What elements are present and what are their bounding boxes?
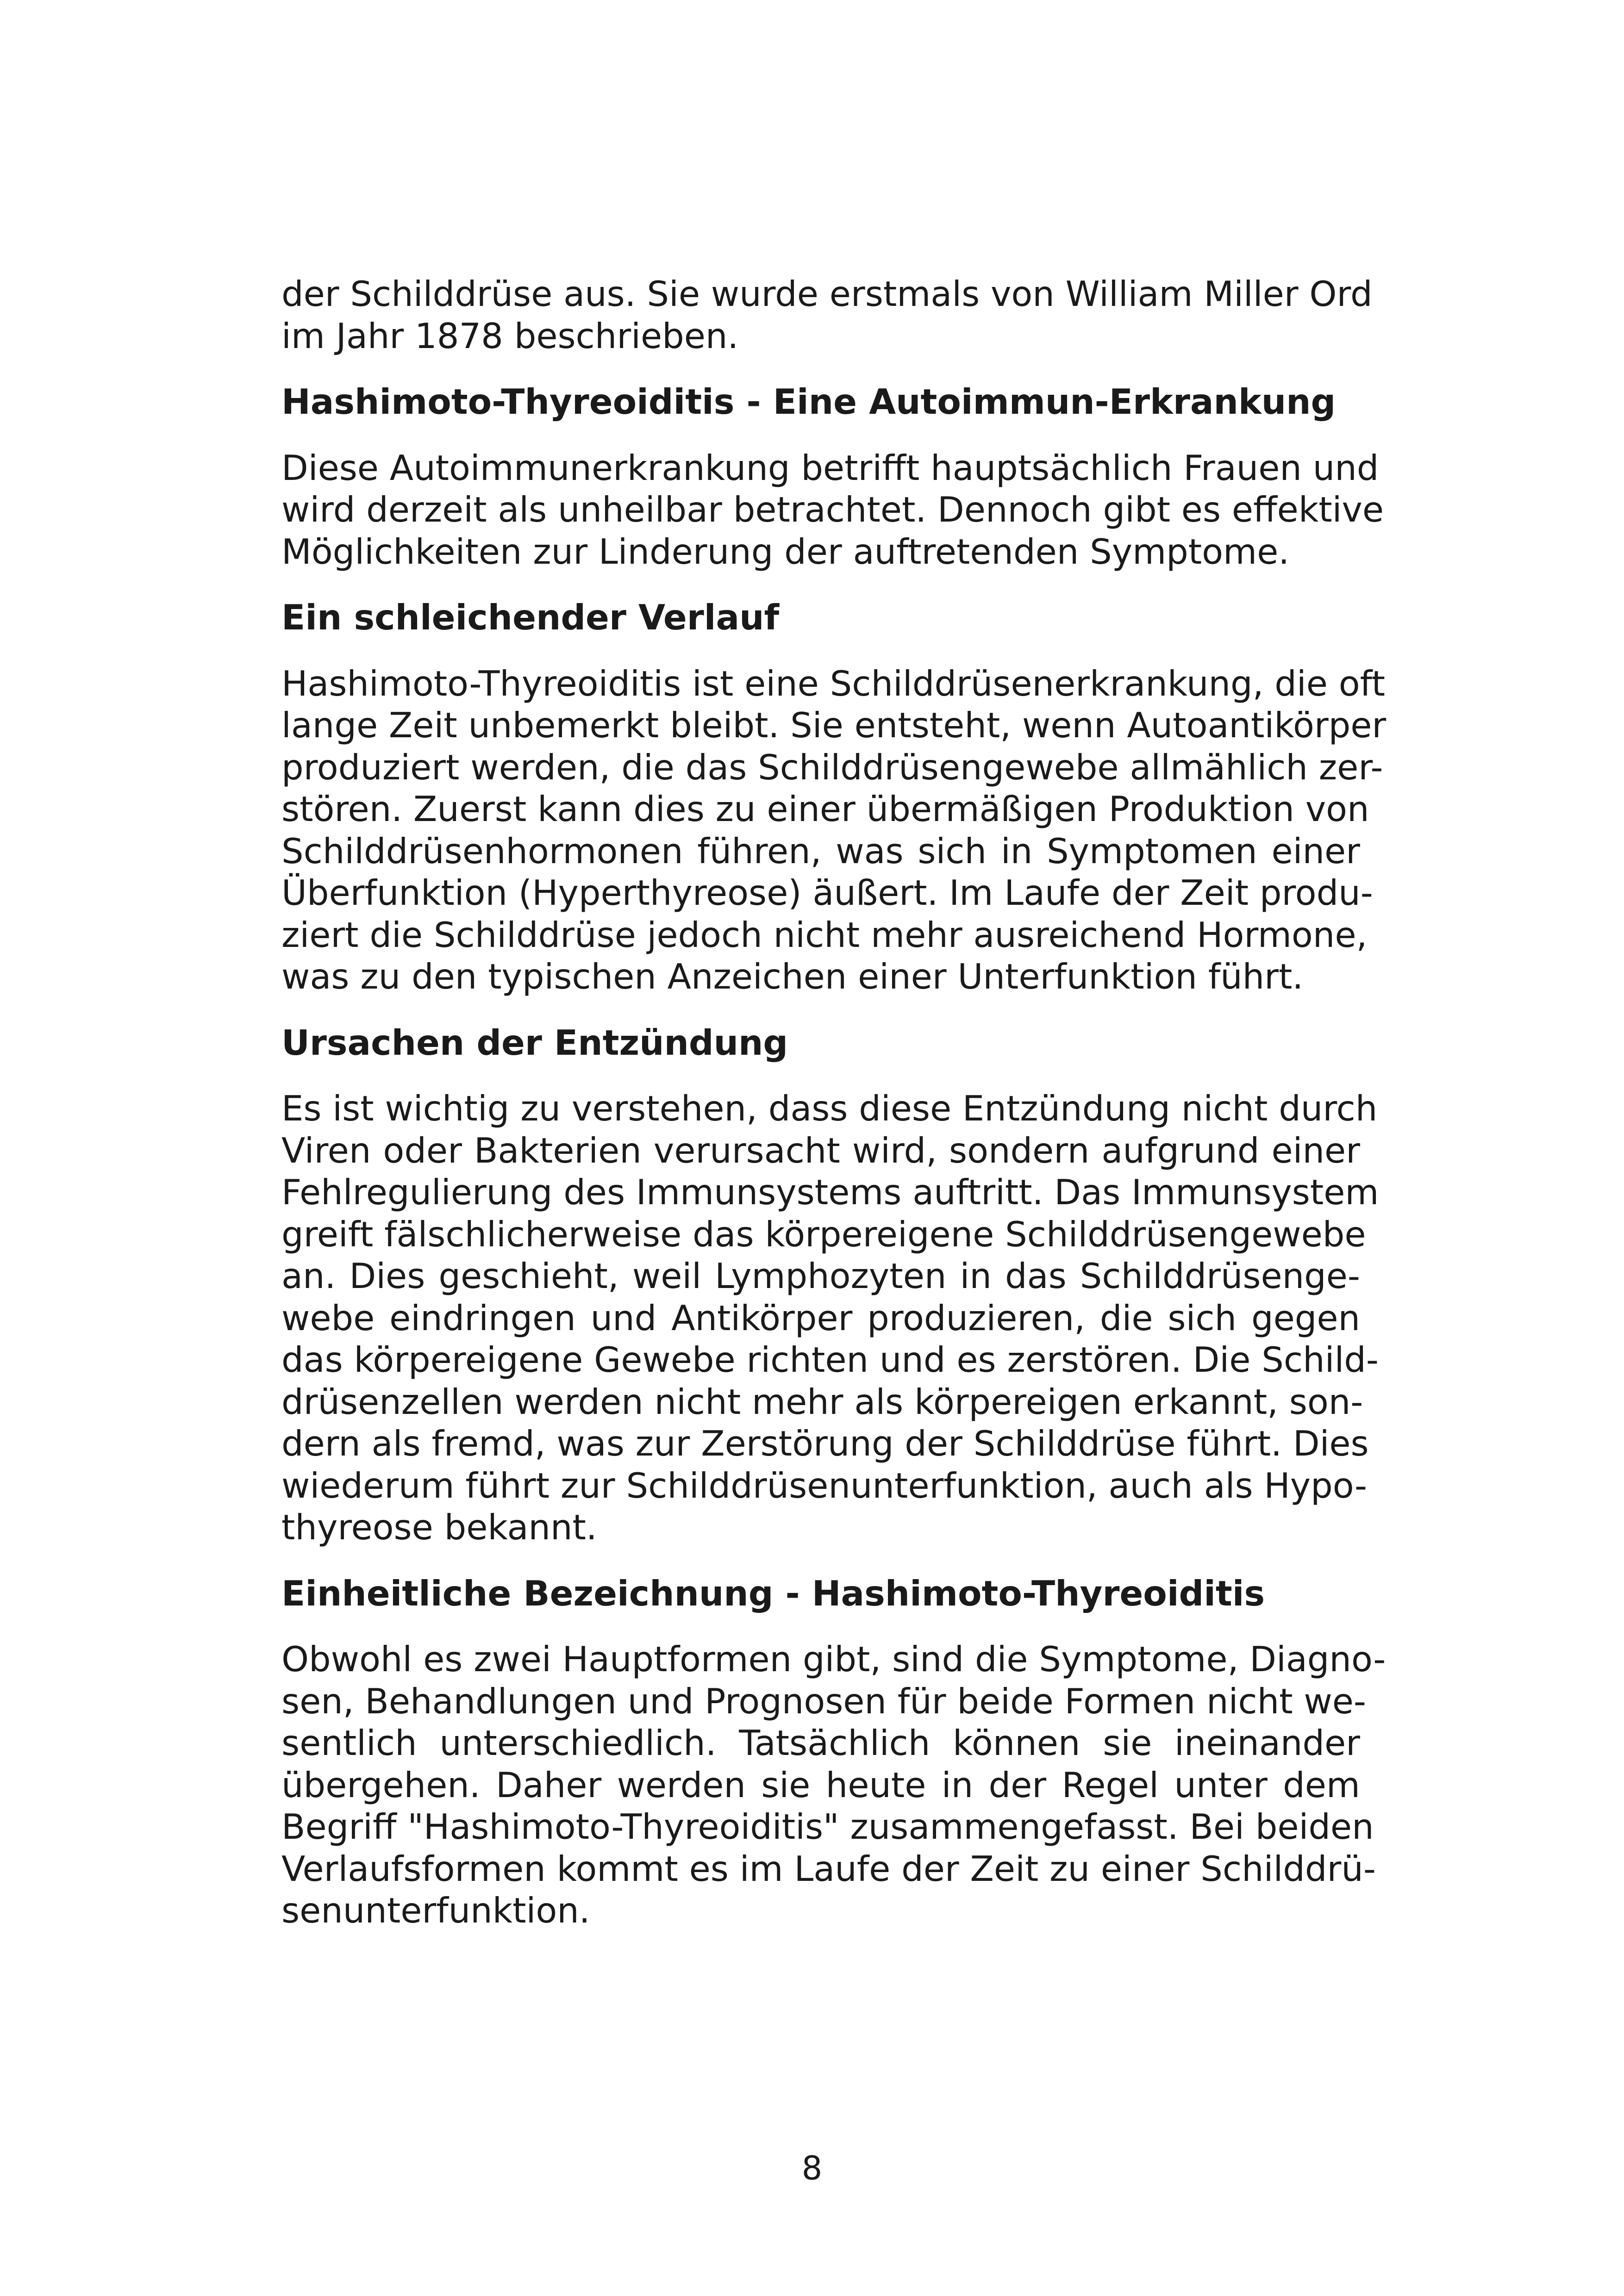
text-line: Diese Autoimmunerkrankung betrifft hauptsächlich Frauen und: [281, 447, 1379, 488]
text-line: ziert die Schilddrüse jedoch nicht mehr ausreichend Hormone,: [281, 914, 1368, 955]
text-line: produziert werden, die das Schilddrüsengewebe allmählich zer-: [281, 747, 1383, 788]
intro-paragraph: [281, 273, 1373, 357]
text-line: thyreose bekannt.: [281, 1507, 597, 1548]
text-line: Es ist wichtig zu verstehen, dass diese Entzündung nicht durch: [281, 1088, 1378, 1129]
text-line: Obwohl es zwei Hauptformen gibt, sind die Symptome, Diagno-: [281, 1639, 1386, 1680]
page-body: [281, 273, 1387, 1956]
section-heading-course: Ein schleichender Verlauf: [281, 597, 780, 638]
section-heading-designation: Einheitliche Bezeichnung - Hashimoto-Thyreoiditis: [281, 1573, 1265, 1614]
text-line: Überfunktion (Hyperthyreose) äußert. Im Laufe der Zeit produ-: [281, 872, 1373, 913]
text-line: wiederum führt zur Schilddrüsenunterfunktion, auch als Hypo-: [281, 1465, 1368, 1506]
section-heading-causes: Ursachen der Entzündung: [281, 1022, 788, 1063]
section-paragraph-course: [281, 663, 1387, 998]
text-line: webe eindringen und Antikörper produzieren, die sich gegen: [281, 1297, 1360, 1338]
text-line: was zu den typischen Anzeichen einer Unterfunktion führt.: [281, 956, 1304, 997]
text-line: stören. Zuerst kann dies zu einer übermäßigen Produktion von: [281, 789, 1369, 829]
text-line: Verlaufsformen kommt es im Laufe der Zeit zu einer Schilddrü-: [281, 1848, 1376, 1889]
text-line: der Schilddrüse aus. Sie wurde erstmals von William Miller Ord: [281, 274, 1373, 314]
text-line: übergehen. Daher werden sie heute in der Regel unter dem: [281, 1764, 1360, 1805]
text-line: drüsenzellen werden nicht mehr als körpereigen erkannt, son-: [281, 1381, 1363, 1422]
text-line: Fehlregulierung des Immunsystems auftritt. Das Immunsystem: [281, 1172, 1379, 1213]
text-line: Hashimoto-Thyreoiditis ist eine Schilddrüsenerkrankung, die oft: [281, 663, 1386, 704]
text-line: Viren oder Bakterien verursacht wird, sondern aufgrund einer: [281, 1130, 1360, 1171]
page-number: 8: [801, 2149, 823, 2187]
text-line: an. Dies geschieht, weil Lymphozyten in das Schilddrüsenge-: [281, 1256, 1360, 1296]
section-paragraph-autoimmune: [281, 447, 1384, 573]
text-line: Möglichkeiten zur Linderung der auftretenden Symptome.: [281, 531, 1290, 572]
text-line: Schilddrüsenhormonen führen, was sich in Symptomen einer: [281, 830, 1360, 871]
text-line: sen, Behandlungen und Prognosen für beide Formen nicht we-: [281, 1680, 1366, 1722]
text-line: wird derzeit als unheilbar betrachtet. Dennoch gibt es effektive: [281, 489, 1384, 530]
text-line: im Jahr 1878 beschrieben.: [281, 315, 739, 356]
text-line: greift fälschlicherweise das körpereigene Schilddrüsengewebe: [281, 1213, 1366, 1255]
section-heading-autoimmune: Hashimoto-Thyreoiditis - Eine Autoimmun-Erkrankung: [281, 381, 1336, 422]
text-line: dern als fremd, was zur Zerstörung der Schilddrüse führt. Dies: [281, 1423, 1369, 1464]
section-paragraph-designation: [281, 1638, 1386, 1932]
section-paragraph-causes: [281, 1088, 1379, 1549]
text-line: sentlich unterschiedlich. Tatsächlich können sie ineinander: [281, 1723, 1360, 1763]
text-line: Begriff "Hashimoto-Thyreoiditis" zusammengefasst. Bei beiden: [281, 1806, 1374, 1847]
text-line: senunterfunktion.: [281, 1890, 590, 1931]
text-line: lange Zeit unbemerkt bleibt. Sie entsteht, wenn Autoantikörper: [281, 705, 1387, 746]
text-line: das körpereigene Gewebe richten und es zerstören. Die Schild-: [281, 1339, 1379, 1380]
